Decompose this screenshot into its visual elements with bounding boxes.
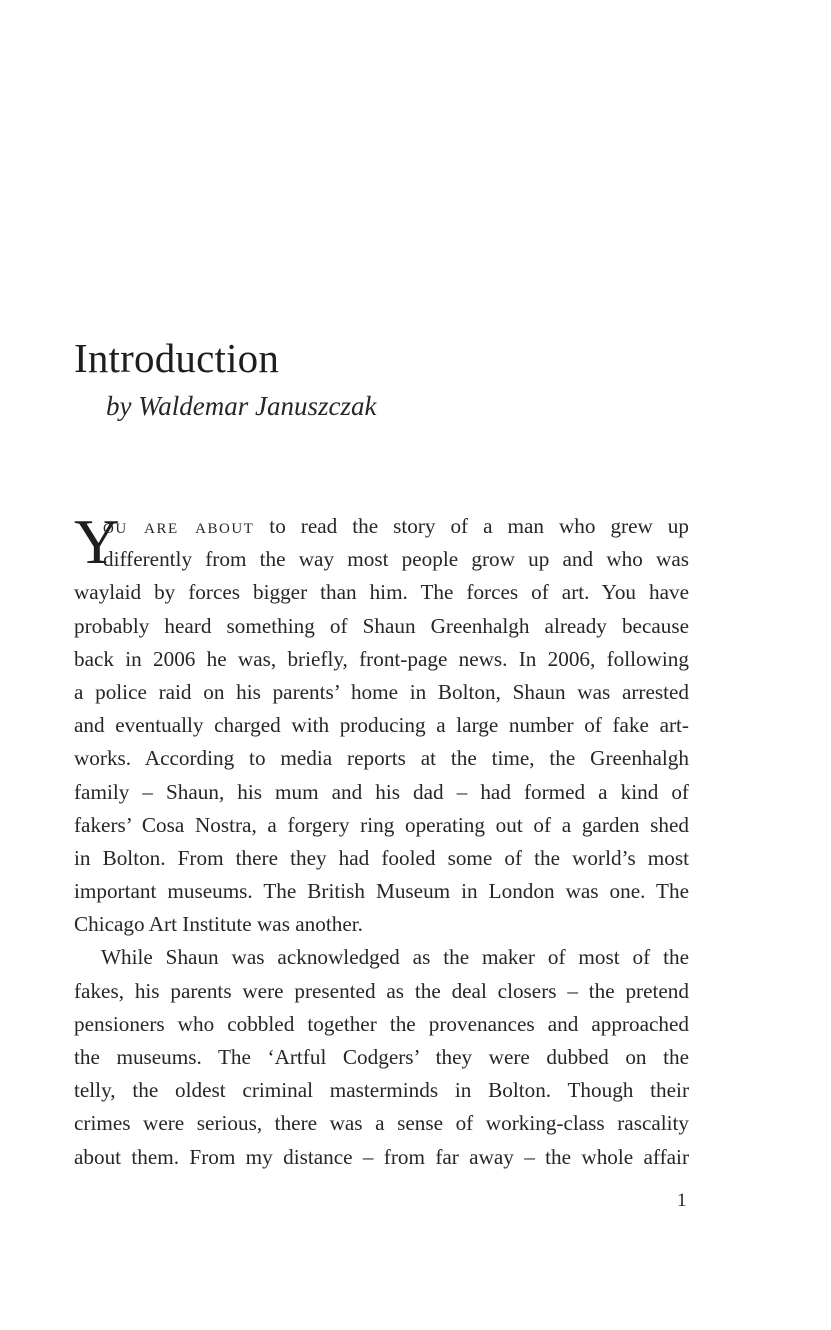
text-line: the museums. The ‘Artful Codgers’ they were dubbed on the (74, 1045, 689, 1069)
text-line: differently from the way most people grow up and who was (103, 547, 689, 572)
text-line: Chicago Art Institute was another. (74, 912, 363, 937)
text-line: works. According to media reports at the time, the Greenhalgh (74, 746, 689, 771)
text-line: a police raid on his parents’ home in Bolton, Shaun was arrested (74, 679, 689, 704)
text-line: pensioners who cobbled together the provenances and approached (74, 1011, 689, 1036)
opening-small-caps: ou are about (103, 514, 255, 538)
paragraph-2 (74, 941, 689, 1173)
paragraph-1 (74, 507, 689, 941)
text-line: back in 2006 he was, briefly, front-page news. In 2006, following (74, 646, 689, 671)
drop-cap: Y (74, 507, 120, 577)
chapter-title: Introduction (74, 335, 280, 381)
page-number: 1 (677, 1190, 687, 1211)
body-text (74, 507, 689, 1174)
text-line: crimes were serious, there was a sense of working-class rascality (74, 1111, 689, 1136)
text-line: important museums. The British Museum in London was one. The (74, 879, 689, 904)
text-line: in Bolton. From there they had fooled some of the world’s most (74, 845, 689, 870)
text-line (74, 510, 689, 543)
text-line: family – Shaun, his mum and his dad – had formed a kind of (74, 779, 689, 804)
text-line: about them. From my distance – from far away – the whole affair (74, 1144, 689, 1169)
text-line: fakes, his parents were presented as the deal closers – the pretend (74, 978, 689, 1003)
text-line: While Shaun was acknowledged as the maker of most of the (101, 945, 689, 970)
text-line: waylaid by forces bigger than him. The forces of art. You have (74, 580, 689, 605)
text-fragment: to read the story of a man who grew up (254, 514, 689, 538)
text-line: fakers’ Cosa Nostra, a forgery ring operating out of a garden shed (74, 812, 689, 837)
chapter-byline: by Waldemar Januszczak (106, 391, 377, 421)
text-line: telly, the oldest criminal masterminds in Bolton. Though their (74, 1078, 689, 1103)
text-line: and eventually charged with producing a large number of fake art- (74, 713, 689, 738)
text-line: probably heard something of Shaun Greenhalgh already because (74, 613, 689, 638)
